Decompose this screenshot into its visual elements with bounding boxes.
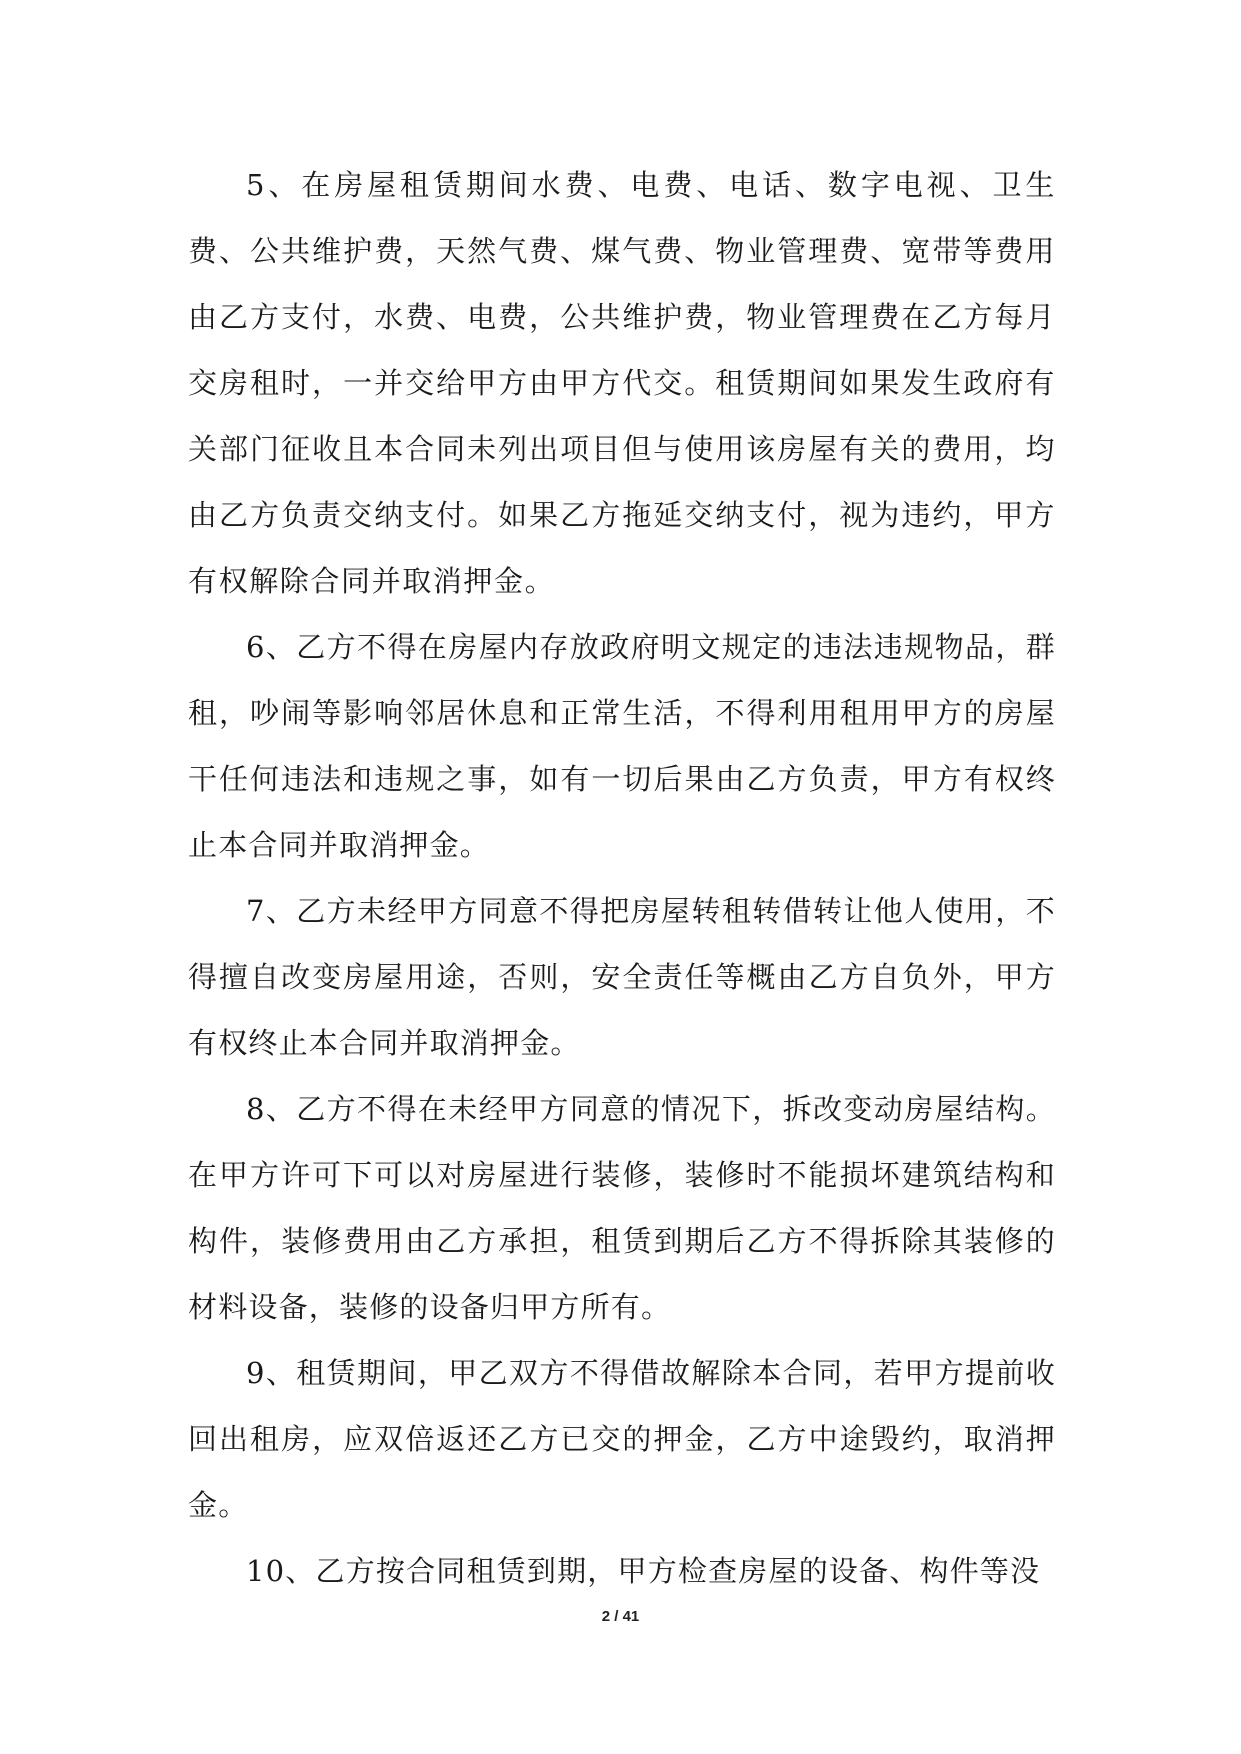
paragraph-clause-7: 7、乙方未经甲方同意不得把房屋转租转借转让他人使用，不得擅自改变房屋用途，否则，安全责任等概由乙方自负外，甲方有权终止本合同并取消押金。 [188,894,1056,1060]
page-number: 2 / 41 [601,1608,640,1625]
paragraph-clause-8: 8、乙方不得在未经甲方同意的情况下，拆改变动房屋结构。在甲方许可下可以对房屋进行装修，装修时不能损坏建筑结构和构件，装修费用由乙方承担，租赁到期后乙方不得拆除其装修的材料设备，装修的设备归甲方所有。 [188,1092,1056,1324]
paragraph-clause-6: 6、乙方不得在房屋内存放政府明文规定的违法违规物品，群租，吵闹等影响邻居休息和正常生活，不得利用租用甲方的房屋干任何违法和违规之事，如有一切后果由乙方负责，甲方有权终止本合同并取消押金。 [188,630,1056,862]
paragraph-clause-5: 5、在房屋租赁期间水费、电费、电话、数字电视、卫生费、公共维护费，天然气费、煤气费、物业管理费、宽带等费用由乙方支付，水费、电费，公共维护费，物业管理费在乙方每月交房租时，一并交给甲方由甲方代交。租赁期间如果发生政府有关部门征收且本合同未列出项目但与使用该房屋有关的费用，均由乙方负责交纳支付。如果乙方拖延交纳支付，视为违约，甲方有权解除合同并取消押金。 [188,168,1056,598]
document-body [188,152,1056,1604]
paragraph-clause-10: 10、乙方按合同租赁到期，甲方检查房屋的设备、构件等没 [246,1554,1041,1588]
paragraph-clause-9: 9、租赁期间，甲乙双方不得借故解除本合同，若甲方提前收回出租房，应双倍返还乙方已交的押金，乙方中途毁约，取消押金。 [188,1356,1056,1522]
